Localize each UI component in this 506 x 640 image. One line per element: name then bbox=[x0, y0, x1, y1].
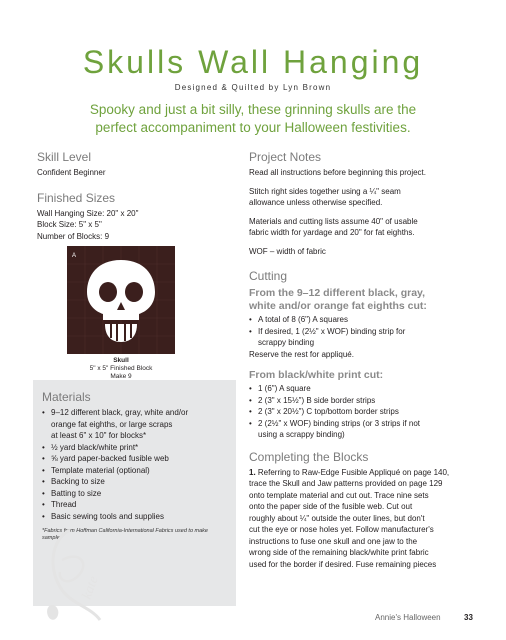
finished-sizes-heading: Finished Sizes bbox=[37, 190, 116, 205]
step-line bbox=[249, 467, 475, 479]
subheading-line: From the 9–12 different black, gray, bbox=[249, 287, 426, 299]
note-line: Materials and cutting lists assume 40" of usable bbox=[249, 216, 418, 226]
materials-heading: Materials bbox=[42, 390, 91, 404]
project-notes-heading: Project Notes bbox=[249, 150, 322, 164]
list-item-continuation: using a scrappy binding) bbox=[258, 430, 345, 439]
finished-size-line: Block Size: 5" x 5" bbox=[37, 220, 102, 229]
step-number: 1. bbox=[249, 467, 256, 477]
block-caption bbox=[37, 357, 205, 381]
step-line: cut the eye or nose holes yet. Follow manufacturer's bbox=[249, 525, 434, 534]
skill-level-value: Confident Beginner bbox=[37, 168, 106, 177]
tagline bbox=[60, 101, 446, 137]
cutting-subheading-2: From black/white print cut: bbox=[249, 369, 384, 381]
tagline-line: Spooky and just a bit silly, these grinning skulls are the bbox=[89, 102, 417, 117]
right-column bbox=[249, 150, 475, 570]
completing-heading: Completing the Blocks bbox=[249, 449, 369, 464]
finished-size-line: Number of Blocks: 9 bbox=[37, 231, 110, 241]
page-title: Skulls Wall Hanging bbox=[82, 44, 424, 80]
step-text: Referring to Raw-Edge Fusible Appliqué on page 140, bbox=[257, 467, 450, 477]
materials-list bbox=[42, 407, 228, 522]
list-item: orange fat eighths, or large scraps bbox=[51, 419, 173, 429]
note-line: allowance unless otherwise specified. bbox=[249, 198, 383, 207]
step-line: trace the Skull and Jaw patterns provided on page 129 bbox=[249, 479, 443, 488]
block-corner-label: A bbox=[72, 253, 77, 259]
skill-level-heading: Skill Level bbox=[37, 150, 92, 164]
note-line: fabric width for yardage and 20" for fat eighths. bbox=[249, 228, 415, 237]
list-item: • 2 (3" x 15½") B side border strips bbox=[249, 395, 475, 407]
kate-watermark-logo bbox=[40, 520, 130, 632]
list-item-continuation: scrappy binding bbox=[258, 338, 315, 347]
list-item: • Batting to size bbox=[42, 488, 228, 500]
byline: Designed & Quilted by Lyn Brown bbox=[174, 83, 332, 92]
cutting-list-1 bbox=[249, 314, 475, 337]
block-count: Make 9 bbox=[110, 373, 132, 380]
block-size: 5" x 5" Finished Block bbox=[89, 365, 153, 372]
tagline-line: perfect accompaniment to your Halloween festivities. bbox=[95, 120, 411, 135]
step-line: onto the paper side of the fusible web. Cut out bbox=[249, 502, 413, 511]
list-item: • If desired, 1 (2½" x WOF) binding strip for bbox=[249, 326, 475, 338]
watermark-text: kate bbox=[79, 574, 102, 602]
subheading-line: white and/or orange fat eighths cut: bbox=[249, 300, 427, 312]
note-paragraph: WOF – width of fabric bbox=[249, 246, 326, 256]
list-item: • ½ yard black/white print* bbox=[42, 442, 228, 454]
step-line: wrong side of the remaining black/white print fabric bbox=[249, 548, 429, 557]
list-item: • 2 (3" x 20½") C top/bottom border strips bbox=[249, 406, 475, 418]
finished-size-line: Wall Hanging Size: 20" x 20" bbox=[37, 208, 139, 218]
list-item: • ⅝ yard paper-backed fusible web bbox=[42, 453, 228, 465]
list-item: • Template material (optional) bbox=[42, 465, 228, 477]
note-line: Stitch right sides together using a ¼" seam bbox=[249, 186, 401, 196]
left-column bbox=[37, 150, 237, 242]
skull-block-illustration bbox=[67, 246, 175, 354]
cutting-heading: Cutting bbox=[249, 269, 288, 283]
block-name: Skull bbox=[113, 357, 129, 364]
cutting-list-2 bbox=[249, 383, 475, 429]
reserve-note: Reserve the rest for appliqué. bbox=[249, 349, 354, 359]
list-item: • Basic sewing tools and supplies bbox=[42, 511, 228, 523]
page-number: 33 bbox=[464, 613, 473, 622]
step-line: roughly about ¼" outside the outer lines, but don't bbox=[249, 513, 425, 523]
list-item: • 2 (2½" x WOF) binding strips (or 3 strips if not bbox=[249, 418, 475, 430]
note-paragraph: Read all instructions before beginning this project. bbox=[249, 168, 426, 177]
step-line: used for the border if desired. Fuse remaining pieces bbox=[249, 559, 437, 569]
step-line: onto template material and cut out. Trace nine sets bbox=[249, 490, 429, 500]
list-item: • Thread bbox=[42, 499, 228, 511]
footer-publication: Annie's Halloween bbox=[375, 613, 441, 622]
cutting-subheading bbox=[249, 287, 475, 313]
list-item: • A total of 8 (6") A squares bbox=[249, 314, 475, 326]
list-item: • 9–12 different black, gray, white and/or bbox=[42, 407, 228, 419]
list-item: • 1 (6") A square bbox=[249, 383, 475, 395]
step-line: instructions to fuse one skull and one jaw to the bbox=[249, 536, 418, 546]
list-item: at least 6" x 10" for blocks* bbox=[51, 431, 147, 440]
list-item: • Backing to size bbox=[42, 476, 228, 488]
footnote-line: *Fabrics from Hoffman California-International Fabrics used to make bbox=[42, 528, 208, 534]
footnote-line: sample. bbox=[42, 535, 62, 541]
